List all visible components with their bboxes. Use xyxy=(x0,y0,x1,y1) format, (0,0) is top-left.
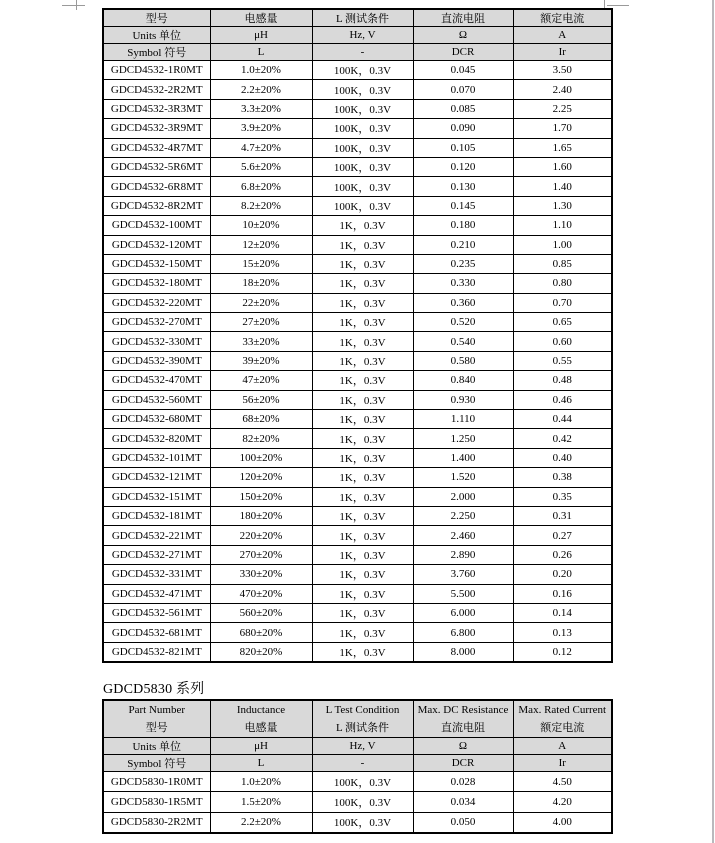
table-cell: 1K，0.3V xyxy=(312,371,413,390)
table-cell: 2.890 xyxy=(413,545,513,564)
unit-inductance: μH xyxy=(210,738,312,755)
table-cell: 0.120 xyxy=(413,157,513,176)
table-row xyxy=(103,254,612,273)
table-cell: 680±20% xyxy=(210,623,312,642)
table-cell: 0.65 xyxy=(513,313,612,332)
table-cell: 15±20% xyxy=(210,254,312,273)
units-row-label: Units 单位 xyxy=(103,27,210,44)
table-cell: 0.14 xyxy=(513,603,612,622)
table-cell: 0.130 xyxy=(413,177,513,196)
table-cell: 1K，0.3V xyxy=(312,332,413,351)
table-cell: GDCD4532-470MT xyxy=(103,371,210,390)
units-row xyxy=(103,738,612,755)
table-cell: 0.028 xyxy=(413,772,513,792)
table-cell: 1.0±20% xyxy=(210,772,312,792)
table-cell: 39±20% xyxy=(210,351,312,370)
table-cell: GDCD4532-121MT xyxy=(103,468,210,487)
table-cell: 100K，0.3V xyxy=(312,61,413,80)
header-en-text: Max. Rated Current xyxy=(518,704,607,716)
table-cell: 2.250 xyxy=(413,506,513,525)
table-row xyxy=(103,235,612,254)
table-cell: 5.6±20% xyxy=(210,157,312,176)
column-header-inductance: 电感量 xyxy=(210,9,312,27)
table-cell: 0.38 xyxy=(513,468,612,487)
header-cn-text: 额定电流 xyxy=(540,722,585,734)
table-row xyxy=(103,487,612,506)
units-row-label: Units 单位 xyxy=(103,738,210,755)
table-cell: 0.930 xyxy=(413,390,513,409)
table-cell: 1K，0.3V xyxy=(312,274,413,293)
unit-inductance: μH xyxy=(210,27,312,44)
column-header-rated-current xyxy=(513,700,612,738)
table-cell: 1.40 xyxy=(513,177,612,196)
unit-rated-current: A xyxy=(513,738,612,755)
margin-crop-mark-top-right-horizontal xyxy=(607,5,629,6)
table-row xyxy=(103,119,612,138)
table-cell: 3.760 xyxy=(413,565,513,584)
table-cell: 0.840 xyxy=(413,371,513,390)
table-cell: 330±20% xyxy=(210,565,312,584)
symbol-row xyxy=(103,44,612,61)
table-cell: 4.50 xyxy=(513,772,612,792)
units-row xyxy=(103,27,612,44)
table-cell: GDCD4532-3R9MT xyxy=(103,119,210,138)
table-cell: 2.000 xyxy=(413,487,513,506)
table-cell: 1K，0.3V xyxy=(312,235,413,254)
table-row xyxy=(103,812,612,833)
table-cell: 0.31 xyxy=(513,506,612,525)
table-row xyxy=(103,293,612,312)
table-cell: GDCD4532-390MT xyxy=(103,351,210,370)
table-cell: 2.40 xyxy=(513,80,612,99)
table-cell: 2.460 xyxy=(413,526,513,545)
table-cell: 6.000 xyxy=(413,603,513,622)
table-cell: 0.70 xyxy=(513,293,612,312)
table-cell: GDCD4532-8R2MT xyxy=(103,196,210,215)
table-cell: 0.16 xyxy=(513,584,612,603)
table-cell: 1K，0.3V xyxy=(312,487,413,506)
gdcd5830-table-header xyxy=(103,700,612,772)
table-cell: 4.20 xyxy=(513,792,612,812)
table-cell: 0.360 xyxy=(413,293,513,312)
table-cell: 0.12 xyxy=(513,642,612,662)
table-cell: 0.540 xyxy=(413,332,513,351)
table-cell: 270±20% xyxy=(210,545,312,564)
table-cell: 220±20% xyxy=(210,526,312,545)
table-cell: GDCD4532-150MT xyxy=(103,254,210,273)
table-cell: 0.27 xyxy=(513,526,612,545)
table-cell: GDCD4532-151MT xyxy=(103,487,210,506)
table-cell: 1.65 xyxy=(513,138,612,157)
symbol-row-label: Symbol 符号 xyxy=(103,44,210,61)
header-en-text: L Test Condition xyxy=(325,704,400,716)
table-cell: 1.00 xyxy=(513,235,612,254)
table-cell: 1.250 xyxy=(413,429,513,448)
table-cell: 1K，0.3V xyxy=(312,623,413,642)
header-cn-text: 直流电阻 xyxy=(441,722,485,734)
unit-rated-current: A xyxy=(513,27,612,44)
table-cell: 6.800 xyxy=(413,623,513,642)
table-cell: 2.2±20% xyxy=(210,80,312,99)
symbol-row-label: Symbol 符号 xyxy=(103,755,210,772)
table-cell: 1.110 xyxy=(413,410,513,429)
table-cell: 100K，0.3V xyxy=(312,772,413,792)
table-cell: 100K，0.3V xyxy=(312,177,413,196)
table-cell: 100K，0.3V xyxy=(312,792,413,812)
table-cell: GDCD4532-471MT xyxy=(103,584,210,603)
header-en-text: Inductance xyxy=(236,704,286,716)
table-row xyxy=(103,506,612,525)
table-cell: 0.085 xyxy=(413,99,513,118)
table-cell: 100K，0.3V xyxy=(312,80,413,99)
table-cell: GDCD4532-180MT xyxy=(103,274,210,293)
symbol-test-condition: - xyxy=(312,44,413,61)
table-cell: 100K，0.3V xyxy=(312,119,413,138)
table-row xyxy=(103,371,612,390)
table-cell: GDCD4532-560MT xyxy=(103,390,210,409)
symbol-inductance: L xyxy=(210,44,312,61)
table-row xyxy=(103,623,612,642)
table-cell: 0.60 xyxy=(513,332,612,351)
table-cell: 0.520 xyxy=(413,313,513,332)
table-cell: GDCD4532-2R2MT xyxy=(103,80,210,99)
table-cell: 1.60 xyxy=(513,157,612,176)
table-cell: 100K，0.3V xyxy=(312,812,413,833)
table-cell: 0.85 xyxy=(513,254,612,273)
column-header-part-number xyxy=(103,700,210,738)
unit-test-condition: Hz, V xyxy=(312,27,413,44)
table-row xyxy=(103,772,612,792)
table-cell: 1K，0.3V xyxy=(312,565,413,584)
table-cell: 1K，0.3V xyxy=(312,293,413,312)
table-row xyxy=(103,390,612,409)
table-cell: 10±20% xyxy=(210,216,312,235)
unit-dc-resistance: Ω xyxy=(413,27,513,44)
table-row xyxy=(103,177,612,196)
symbol-dc-resistance: DCR xyxy=(413,44,513,61)
table-cell: 3.50 xyxy=(513,61,612,80)
header-cn-text: 型号 xyxy=(145,722,168,734)
table-cell: 100K，0.3V xyxy=(312,196,413,215)
table-cell: 100K，0.3V xyxy=(312,99,413,118)
table-row xyxy=(103,565,612,584)
table-row xyxy=(103,61,612,80)
table-cell: 100K，0.3V xyxy=(312,138,413,157)
table-cell: 4.00 xyxy=(513,812,612,833)
table-cell: GDCD4532-331MT xyxy=(103,565,210,584)
table-row xyxy=(103,138,612,157)
table-cell: 1.30 xyxy=(513,196,612,215)
table-cell: GDCD4532-271MT xyxy=(103,545,210,564)
table-cell: 180±20% xyxy=(210,506,312,525)
table-cell: GDCD4532-220MT xyxy=(103,293,210,312)
table-row xyxy=(103,642,612,662)
table-cell: 68±20% xyxy=(210,410,312,429)
table-row xyxy=(103,332,612,351)
table-cell: GDCD4532-330MT xyxy=(103,332,210,351)
table-cell: 560±20% xyxy=(210,603,312,622)
table-cell: 0.090 xyxy=(413,119,513,138)
table-cell: 1K，0.3V xyxy=(312,545,413,564)
table-cell: 3.3±20% xyxy=(210,99,312,118)
table-cell: 82±20% xyxy=(210,429,312,448)
table-cell: 1K，0.3V xyxy=(312,254,413,273)
table-cell: 1K，0.3V xyxy=(312,584,413,603)
unit-test-condition: Hz, V xyxy=(312,738,413,755)
table-cell: 1K，0.3V xyxy=(312,351,413,370)
table-cell: GDCD4532-821MT xyxy=(103,642,210,662)
table-cell: 0.20 xyxy=(513,565,612,584)
table-cell: 0.26 xyxy=(513,545,612,564)
column-header-model: 型号 xyxy=(103,9,210,27)
table-cell: GDCD4532-5R6MT xyxy=(103,157,210,176)
table-row xyxy=(103,545,612,564)
table-cell: 18±20% xyxy=(210,274,312,293)
table-cell: 1K，0.3V xyxy=(312,313,413,332)
gdcd5830-spec-table xyxy=(102,699,613,834)
table-cell: 150±20% xyxy=(210,487,312,506)
table-cell: GDCD5830-2R2MT xyxy=(103,812,210,833)
table-cell: 0.050 xyxy=(413,812,513,833)
table-cell: 4.7±20% xyxy=(210,138,312,157)
table-row xyxy=(103,526,612,545)
table-cell: 22±20% xyxy=(210,293,312,312)
table-cell: 12±20% xyxy=(210,235,312,254)
table-cell: 0.330 xyxy=(413,274,513,293)
table-cell: GDCD4532-680MT xyxy=(103,410,210,429)
table-cell: GDCD4532-1R0MT xyxy=(103,61,210,80)
symbol-inductance: L xyxy=(210,755,312,772)
table-cell: GDCD4532-221MT xyxy=(103,526,210,545)
table-cell: GDCD4532-6R8MT xyxy=(103,177,210,196)
table-row xyxy=(103,216,612,235)
table-cell: 0.580 xyxy=(413,351,513,370)
margin-crop-mark-top-left-horizontal xyxy=(62,5,85,6)
table-cell: 0.034 xyxy=(413,792,513,812)
header-row xyxy=(103,9,612,27)
symbol-rated-current: Ir xyxy=(513,755,612,772)
table-row xyxy=(103,792,612,812)
table-row xyxy=(103,603,612,622)
table-cell: 0.44 xyxy=(513,410,612,429)
table-cell: GDCD4532-681MT xyxy=(103,623,210,642)
table-cell: GDCD4532-120MT xyxy=(103,235,210,254)
table-cell: 0.13 xyxy=(513,623,612,642)
header-cn-text: 电感量 xyxy=(244,722,278,734)
table-cell: 0.145 xyxy=(413,196,513,215)
table-cell: 0.46 xyxy=(513,390,612,409)
table-cell: 1K，0.3V xyxy=(312,216,413,235)
table-cell: 100K，0.3V xyxy=(312,157,413,176)
table-cell: 0.070 xyxy=(413,80,513,99)
table-cell: 0.80 xyxy=(513,274,612,293)
table-cell: 8.2±20% xyxy=(210,196,312,215)
table-cell: GDCD4532-4R7MT xyxy=(103,138,210,157)
table-cell: 3.9±20% xyxy=(210,119,312,138)
table-cell: 2.25 xyxy=(513,99,612,118)
table-cell: 1K，0.3V xyxy=(312,506,413,525)
gdcd4532-spec-table xyxy=(102,8,613,663)
gdcd4532-table-header xyxy=(103,9,612,61)
symbol-dc-resistance: DCR xyxy=(413,755,513,772)
table-cell: 1.520 xyxy=(413,468,513,487)
table-cell: 0.35 xyxy=(513,487,612,506)
table-cell: 0.105 xyxy=(413,138,513,157)
table-cell: 47±20% xyxy=(210,371,312,390)
unit-dc-resistance: Ω xyxy=(413,738,513,755)
table-cell: GDCD4532-820MT xyxy=(103,429,210,448)
table-row xyxy=(103,584,612,603)
table-cell: 0.180 xyxy=(413,216,513,235)
column-header-test-condition xyxy=(312,700,413,738)
table-row xyxy=(103,99,612,118)
table-cell: 0.210 xyxy=(413,235,513,254)
table-row xyxy=(103,410,612,429)
symbol-row xyxy=(103,755,612,772)
symbol-test-condition: - xyxy=(312,755,413,772)
table-cell: GDCD4532-100MT xyxy=(103,216,210,235)
table-cell: 1.400 xyxy=(413,448,513,467)
table-cell: 5.500 xyxy=(413,584,513,603)
table-cell: 1K，0.3V xyxy=(312,603,413,622)
column-header-dc-resistance xyxy=(413,700,513,738)
gdcd4532-table-body xyxy=(103,61,612,663)
table-cell: 470±20% xyxy=(210,584,312,603)
margin-crop-mark-top-left-vertical xyxy=(76,0,77,10)
table-cell: GDCD5830-1R5MT xyxy=(103,792,210,812)
table-row xyxy=(103,351,612,370)
column-header-test-condition: L 测试条件 xyxy=(312,9,413,27)
table-cell: 0.235 xyxy=(413,254,513,273)
header-en-text: Max. DC Resistance xyxy=(417,704,509,716)
table-cell: 120±20% xyxy=(210,468,312,487)
table-cell: 1K，0.3V xyxy=(312,448,413,467)
table-row xyxy=(103,313,612,332)
table-cell: 0.40 xyxy=(513,448,612,467)
table-cell: GDCD4532-181MT xyxy=(103,506,210,525)
table-row xyxy=(103,157,612,176)
table-cell: 1K，0.3V xyxy=(312,642,413,662)
table-row xyxy=(103,196,612,215)
table-cell: 1.0±20% xyxy=(210,61,312,80)
header-cn-text: L 测试条件 xyxy=(335,722,390,734)
table-cell: 27±20% xyxy=(210,313,312,332)
table-cell: 2.2±20% xyxy=(210,812,312,833)
header-row xyxy=(103,700,612,738)
table-cell: 1K，0.3V xyxy=(312,390,413,409)
column-header-dc-resistance: 直流电阻 xyxy=(413,9,513,27)
table-row xyxy=(103,429,612,448)
table-cell: 1.5±20% xyxy=(210,792,312,812)
table-cell: 1K，0.3V xyxy=(312,410,413,429)
symbol-rated-current: Ir xyxy=(513,44,612,61)
table-cell: 6.8±20% xyxy=(210,177,312,196)
table-cell: GDCD4532-270MT xyxy=(103,313,210,332)
column-header-rated-current: 额定电流 xyxy=(513,9,612,27)
table-cell: 1.10 xyxy=(513,216,612,235)
table-row xyxy=(103,468,612,487)
table-cell: 1K，0.3V xyxy=(312,526,413,545)
table-row xyxy=(103,80,612,99)
table-cell: 0.045 xyxy=(413,61,513,80)
table-cell: GDCD4532-3R3MT xyxy=(103,99,210,118)
table-row xyxy=(103,274,612,293)
table-cell: 820±20% xyxy=(210,642,312,662)
table-cell: GDCD5830-1R0MT xyxy=(103,772,210,792)
table-cell: 33±20% xyxy=(210,332,312,351)
table-row xyxy=(103,448,612,467)
column-header-inductance xyxy=(210,700,312,738)
table-cell: 0.42 xyxy=(513,429,612,448)
table-cell: 1K，0.3V xyxy=(312,468,413,487)
table-cell: 1K，0.3V xyxy=(312,429,413,448)
gdcd5830-table-body xyxy=(103,772,612,833)
header-en-text: Part Number xyxy=(128,704,185,716)
table-cell: 56±20% xyxy=(210,390,312,409)
table-cell: GDCD4532-561MT xyxy=(103,603,210,622)
series-heading-gdcd5830: GDCD5830 系列 xyxy=(103,682,205,697)
table-cell: 8.000 xyxy=(413,642,513,662)
table-cell: 1.70 xyxy=(513,119,612,138)
page-edge-line xyxy=(712,0,714,843)
table-cell: 0.55 xyxy=(513,351,612,370)
table-cell: GDCD4532-101MT xyxy=(103,448,210,467)
table-cell: 100±20% xyxy=(210,448,312,467)
table-cell: 0.48 xyxy=(513,371,612,390)
